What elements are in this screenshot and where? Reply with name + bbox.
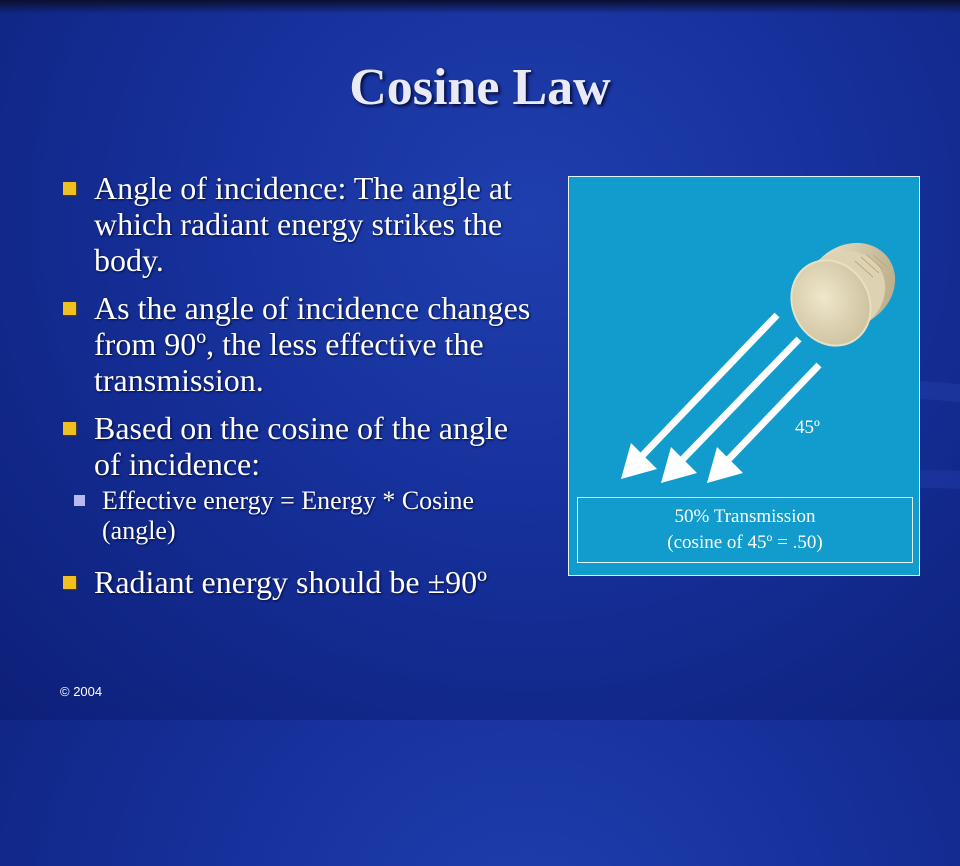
figure-caption	[577, 497, 913, 563]
bullet-text: As the angle of incidence changes from 90º, the less effective the transmission.	[94, 290, 531, 398]
top-band	[0, 0, 960, 14]
copyright-notice: © 2004	[60, 684, 103, 699]
bullet-item	[60, 170, 540, 278]
bullet-item	[60, 410, 540, 482]
cosine-figure	[568, 176, 920, 576]
energy-arrows	[621, 315, 819, 483]
sub-bullet-marker	[74, 495, 85, 506]
arrow-icon	[621, 315, 777, 479]
bullet-text: Based on the cosine of the angle of incidence:	[94, 410, 509, 482]
bullet-marker	[63, 422, 76, 435]
bullet-marker	[63, 576, 76, 589]
sub-bullet-text: Effective energy = Energy * Cosine (angle)	[102, 486, 475, 545]
bullet-item	[60, 290, 540, 398]
bullet-item	[60, 564, 540, 600]
bullet-marker	[63, 302, 76, 315]
bullet-marker	[63, 182, 76, 195]
caption-line: (cosine of 45º = .50)	[667, 532, 823, 553]
bullet-list	[60, 170, 540, 612]
bullet-text: Angle of incidence: The angle at which radiant energy strikes the body.	[94, 170, 512, 278]
slide-title: Cosine Law	[349, 59, 611, 116]
caption-line: 50% Transmission	[674, 506, 816, 527]
bullet-text: Radiant energy should be ±90º	[94, 564, 488, 600]
angle-label: 45º	[795, 417, 820, 438]
sub-bullet-item	[72, 486, 540, 546]
